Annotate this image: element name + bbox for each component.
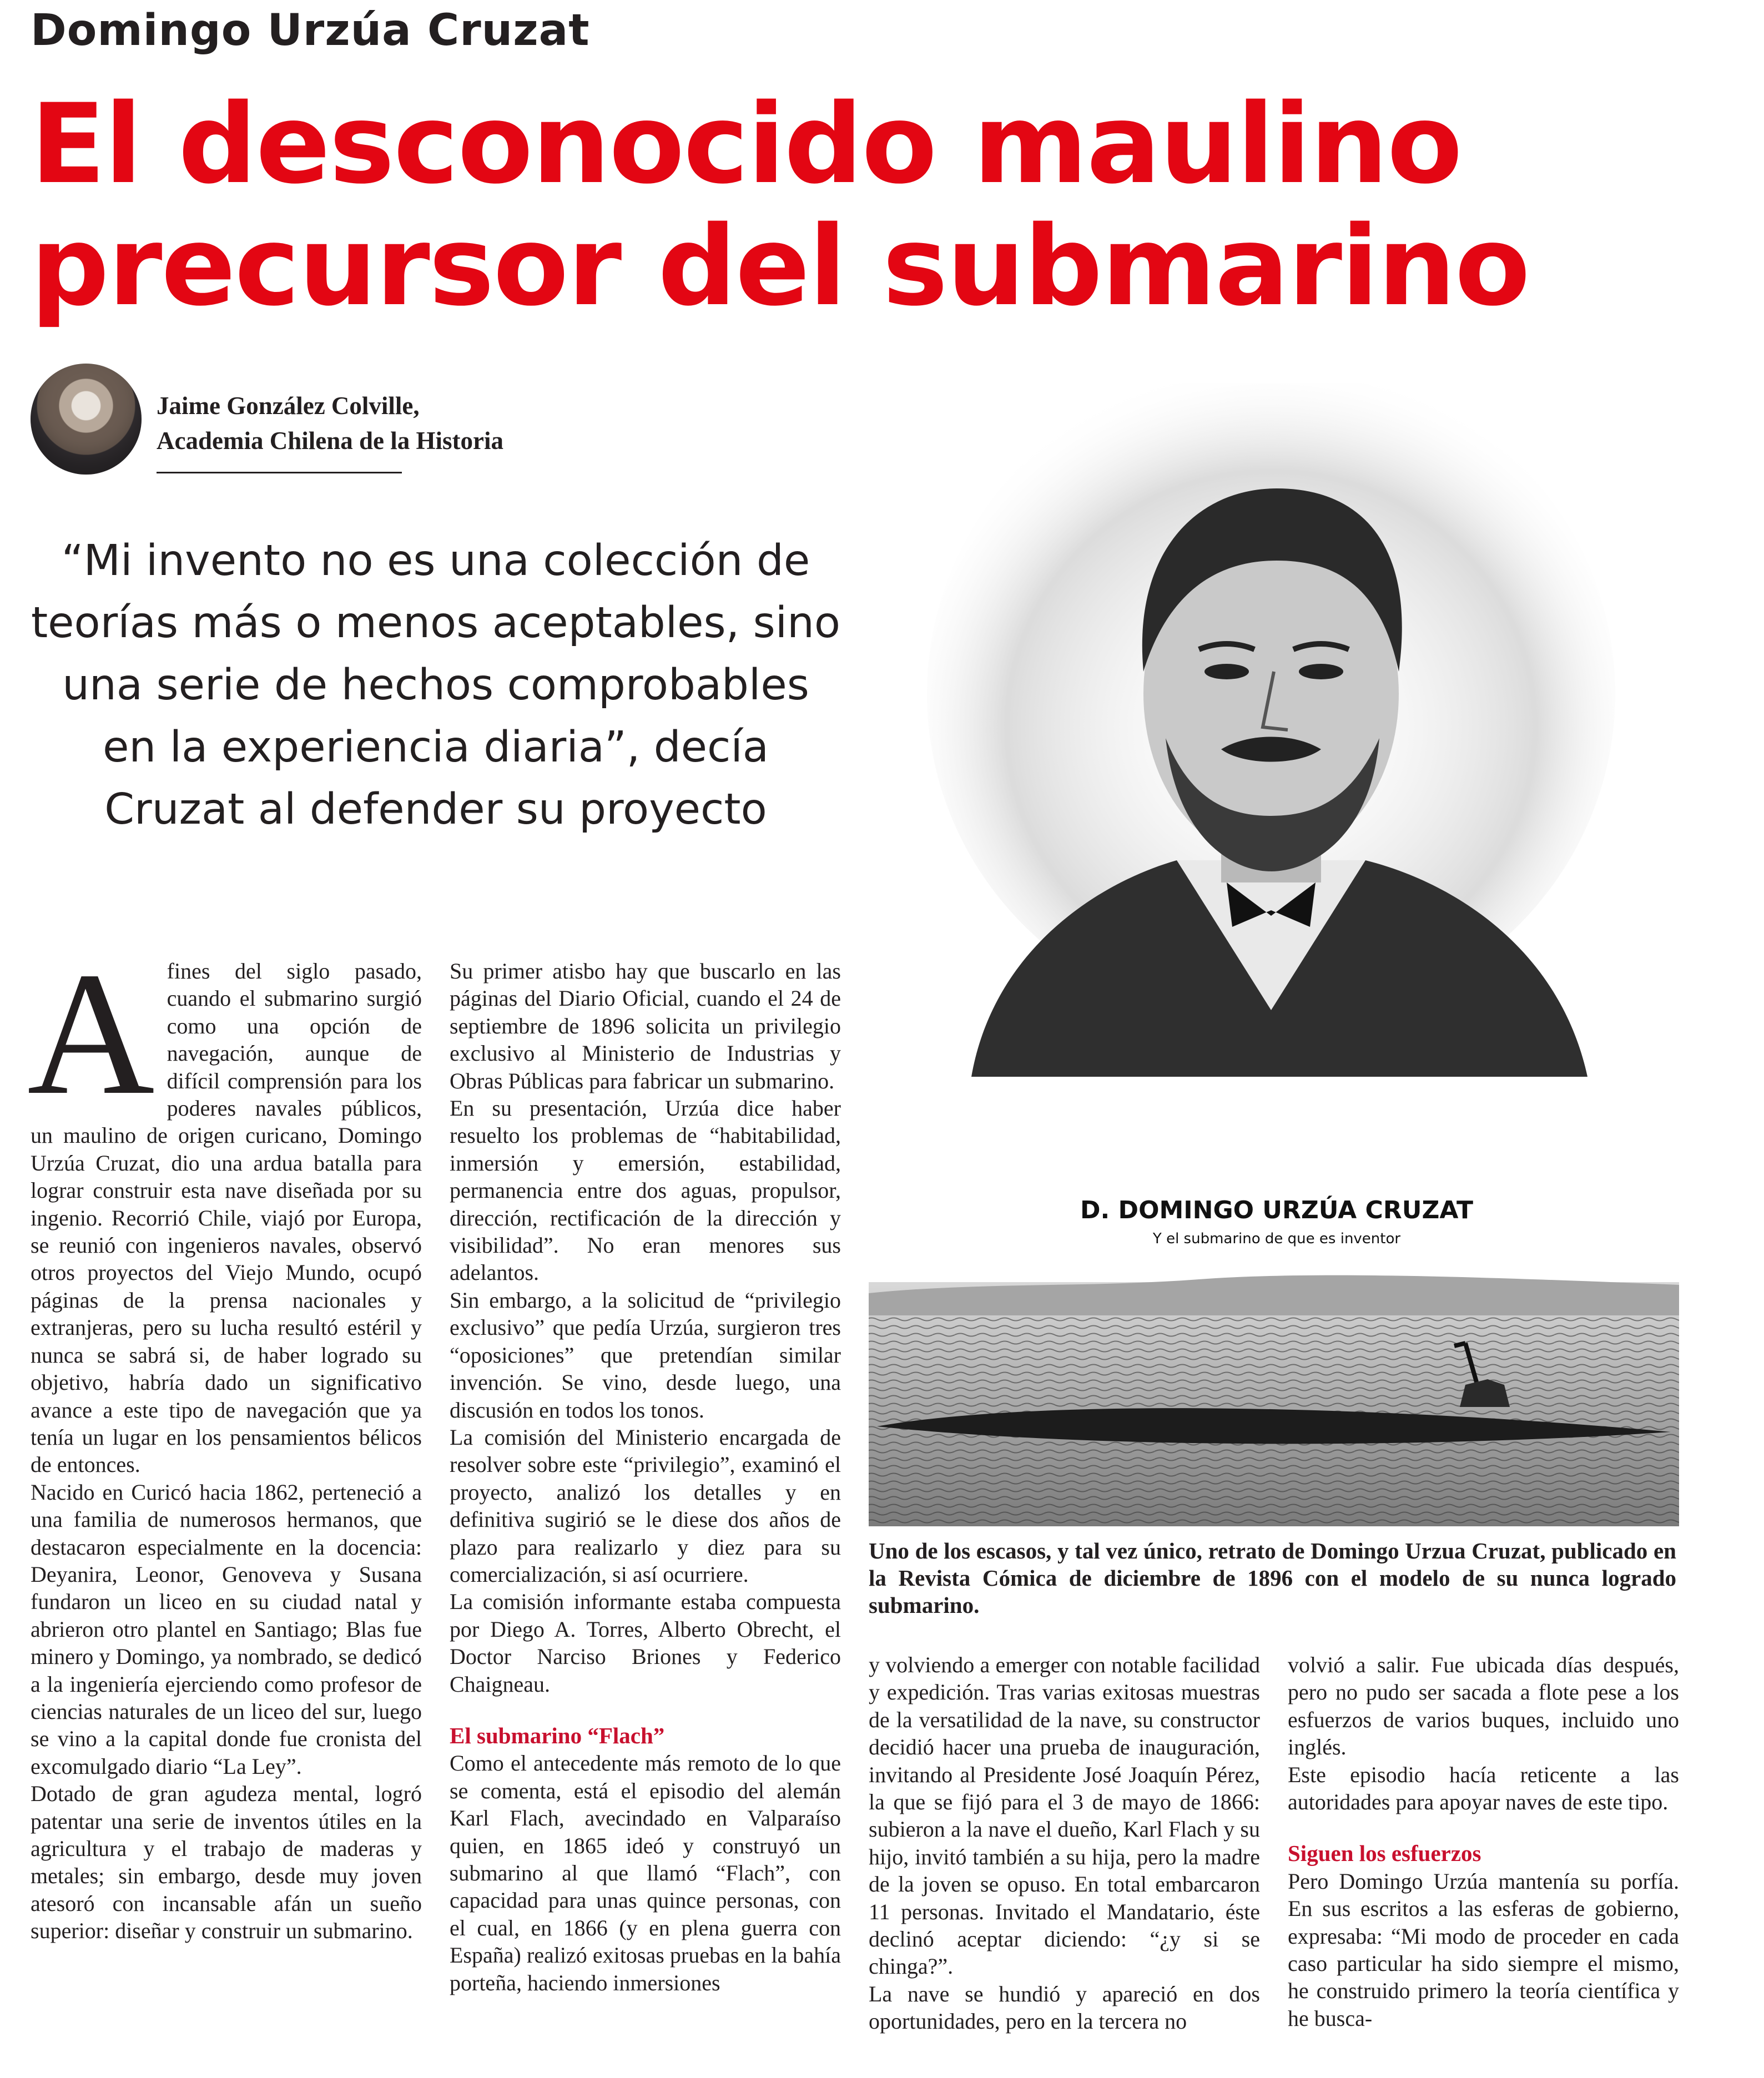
paragraph: La comisión del Ministerio encargada de resolver sobre este “privilegio”, examinó el proyecto, analizó los detalles y en definitiva sugirió se le diese dos años de plazo para realizarlo y diez para su comercialización, si así ocurriere. bbox=[450, 1424, 841, 1587]
engraving-subtitle: Y el submarino de que es inventor bbox=[1152, 1230, 1401, 1247]
paragraph: Pero Domingo Urzúa mantenía su porfía. En sus escritos a las esferas de gobierno, expresaba: “Mi modo de proceder en cada caso particular ha sido siempre el mismo, he construido primero la teoría científica y he busca- bbox=[1288, 1868, 1679, 2031]
portrait-engraving bbox=[866, 383, 1682, 1529]
headline: El desconocido maulino precursor del submarino bbox=[31, 80, 1529, 330]
paragraph: Dotado de gran agudeza mental, logró patentar una serie de inventos útiles en la agricultura y el trabajo de maderas y metales; sin embargo, desde muy joven atesoró con incansable afán un sueño superior: diseñar y construir un submarino. bbox=[31, 1781, 422, 1944]
paragraph: Este episodio hacía reticente a las autoridades para apoyar naves de este tipo. bbox=[1288, 1762, 1679, 1815]
paragraph: La comisión informante estaba compuesta por Diego A. Torres, Alberto Obrecht, el Doctor Narciso Briones y Federico Chaigneau. bbox=[450, 1589, 841, 1697]
eye-left bbox=[1204, 664, 1249, 679]
paragraph: volvió a salir. Fue ubicada días después, pero no pudo ser sacada a flote pese a los esfuerzos de varios buques, incluido uno inglés. bbox=[1288, 1652, 1679, 1760]
paragraph: Su primer atisbo hay que buscarlo en las páginas del Diario Oficial, cuando el 24 de septiembre de 1896 solicita un privilegio exclusivo al Ministerio de Industrias y Obras Públicas para fabricar un submarino. bbox=[450, 959, 841, 1093]
section-kicker: Domingo Urzúa Cruzat bbox=[31, 6, 590, 56]
paragraph: En su presentación, Urzúa dice haber resuelto los problemas de “habitabilidad, inmersión y emersión, estabilidad, permanencia entre dos aguas, propulsor, dirección, rectificación de la dirección y visibilidad”. No eran menores sus adelantos. bbox=[450, 1096, 841, 1285]
paragraph: Nacido en Curicó hacia 1862, perteneció a una familia de numerosos hermanos, que destacaron especialmente en la docencia: Deyanira, Leonor, Genoveva y Susana fundaron un liceo en su ciudad natal y abrieron otro plantel en Santiago; Blas fue minero y Domingo, ya nombrado, se dedicó a la ingeniería ejerciendo como profesor de ciencias naturales de un liceo del sur, luego se vino a la capital donde fue cronista del excomulgado diario “La Ley”. bbox=[31, 1479, 422, 1779]
byline bbox=[157, 389, 503, 458]
drop-cap: A bbox=[27, 936, 155, 1131]
paragraph: Sin embargo, a la solicitud de “privilegio exclusivo” que pedía Urzúa, surgieron tres “oposiciones” que pretendían similar invención. Se vino, desde luego, una discusión en todos los tonos. bbox=[450, 1287, 841, 1423]
body-column-3 bbox=[869, 1651, 1260, 2035]
subheading: El submarino “Flach” bbox=[450, 1722, 665, 1748]
author-name: Jaime González Colville, bbox=[157, 392, 420, 420]
distant-coast bbox=[869, 1275, 1679, 1315]
author-avatar bbox=[31, 364, 142, 475]
paragraph: Como el antecedente más remoto de lo que se comenta, está el episodio del alemán Karl Flach, avecindado en Valparaíso quien, en 1865 ideó y construyó un submarino al que llamó “Flach”, con capacidad para unas quince personas, con el cual, en 1866 (y en plena guerra con España) realizó exitosas pruebas en la bahía porteña, haciendo inmersiones bbox=[450, 1751, 841, 1995]
byline-underline bbox=[157, 472, 402, 473]
engraving-title: D. DOMINGO URZÚA CRUZAT bbox=[1080, 1196, 1474, 1224]
body-column-1 bbox=[27, 936, 422, 1945]
body-column-2 bbox=[450, 957, 841, 1996]
paragraph: La nave se hundió y apareció en dos oportunidades, pero en la tercera no bbox=[869, 1981, 1260, 2034]
figure-caption: Uno de los escasos, y tal vez único, retrato de Domingo Urzua Cruzat, publicado en la Revista Cómica de diciembre de 1896 con el modelo de su nunca logrado submarino. bbox=[869, 1538, 1676, 1618]
pull-quote: “Mi invento no es una colección de teorías más o menos aceptables, sino una serie de hechos comprobables en la experiencia diaria”, decía Cruzat al defender su proyecto bbox=[31, 536, 841, 834]
eye-right bbox=[1299, 664, 1343, 679]
body-column-4 bbox=[1288, 1651, 1679, 2032]
paragraph: y volviendo a emerger con notable facilidad y expedición. Tras varias exitosas muestras de la versatilidad de la nave, su constructor decidió hacer una prueba de inauguración, invitando al Presidente José Joaquín Pérez, la que se fijó para el 3 de mayo de 1866: subieron a la nave el dueño, Karl Flach y su hijo, invitó también a su hija, pero la madre de la joven se opuso. En total embarcaron 11 personas. Invitado el Mandatario, éste declinó aceptar diciendo: “¿y si se chinga?”. bbox=[869, 1652, 1260, 1979]
subheading: Siguen los esfuerzos bbox=[1288, 1840, 1481, 1867]
author-affiliation: Academia Chilena de la Historia bbox=[157, 427, 503, 455]
paragraph: fines del siglo pasado, cuando el submarino surgió como una opción de navegación, aunque de difícil comprensión para los poderes navales públicos, un maulino de origen curicano, Domingo Urzúa Cruzat, dio una ardua batalla para lograr construir esta nave diseñada por su ingenio. Recorrió Chile, viajó por Europa, se reunió con ingenieros navales, observó otros proyectos del Viejo Mundo, ocupó páginas de la prensa nacionales y extranjeras, pero su lucha resultó estéril y nunca se sabrá si, de haber logrado su objetivo, habría dado un significativo avance a este tipo de navegación que ya tenía un lugar en los pensamientos bélicos de entonces. bbox=[31, 959, 422, 1477]
